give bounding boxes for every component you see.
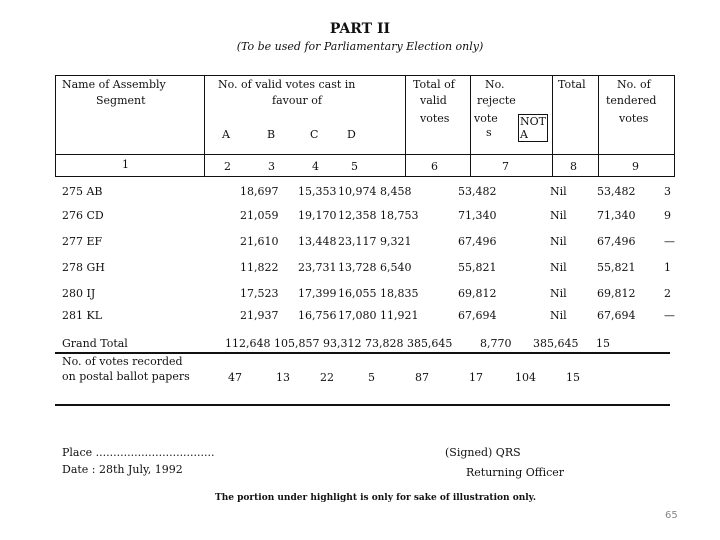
candidate-label: C: [310, 128, 319, 141]
votes-d: 18,753: [380, 209, 419, 222]
votes-a: 11,822: [240, 261, 279, 274]
column-number: 8: [570, 160, 577, 173]
header-total-valid: valid: [420, 94, 447, 107]
total-valid: 67,496: [458, 235, 497, 248]
total-votes: 67,496: [597, 235, 636, 248]
votes-d: 18,835: [380, 287, 419, 300]
votes-a: 21,610: [240, 235, 279, 248]
header-rejected: rejecte: [477, 94, 516, 107]
header-rejected: vote: [474, 112, 498, 125]
column-number: 7: [502, 160, 509, 173]
votes-a: 18,697: [240, 185, 279, 198]
column-number: 1: [122, 158, 129, 171]
postal-value: 87: [415, 371, 429, 384]
segment-name: 276 CD: [62, 209, 104, 222]
postal-value: 15: [566, 371, 580, 384]
col-divider: [204, 75, 205, 177]
column-number: 2: [224, 160, 231, 173]
page-title: PART II: [329, 21, 391, 37]
rejected-votes: Nil: [550, 287, 567, 300]
col-divider: [598, 75, 599, 177]
votes-c: 13,728: [338, 261, 377, 274]
date-field: Date : 28th July, 1992: [62, 463, 183, 476]
candidate-label: B: [267, 128, 276, 141]
grand-total-total: 385,645: [533, 337, 579, 350]
col-divider: [552, 75, 553, 177]
rejected-votes: Nil: [550, 185, 567, 198]
postal-label: No. of votes recorded: [62, 355, 183, 368]
page-subtitle: (To be used for Parliamentary Election only): [236, 40, 484, 53]
votes-a: 17,523: [240, 287, 279, 300]
votes-c: 23,117: [338, 235, 377, 248]
votes-b: 17,399: [298, 287, 337, 300]
tendered-votes: 3: [664, 185, 671, 198]
officer-title: Returning Officer: [466, 466, 565, 479]
votes-b: 23,731: [298, 261, 337, 274]
divider-line: [55, 352, 670, 354]
segment-name: 278 GH: [62, 261, 105, 274]
votes-c: 17,080: [338, 309, 377, 322]
total-votes: 69,812: [597, 287, 636, 300]
rejected-votes: Nil: [550, 235, 567, 248]
postal-label: on postal ballot papers: [62, 370, 190, 383]
place-field: Place ..................................: [62, 446, 215, 459]
header-divider: [55, 154, 675, 155]
header-total-valid: votes: [420, 112, 450, 125]
page-number: 65: [665, 510, 678, 521]
column-number: 3: [268, 160, 275, 173]
col-divider: [470, 75, 471, 177]
rejected-votes: Nil: [550, 209, 567, 222]
votes-c: 12,358: [338, 209, 377, 222]
postal-value: 13: [276, 371, 290, 384]
illustration-note: The portion under highlight is only for sake of illustration only.: [215, 493, 536, 503]
votes-a: 21,937: [240, 309, 279, 322]
votes-a: 21,059: [240, 209, 279, 222]
votes-b: 15,353: [298, 185, 337, 198]
tendered-votes: 2: [664, 287, 671, 300]
tendered-votes: 1: [664, 261, 671, 274]
divider-line: [55, 404, 670, 406]
header-segment: Name of Assembly: [62, 78, 166, 91]
votes-b: 16,756: [298, 309, 337, 322]
nota-highlight: [518, 114, 548, 142]
total-valid: 71,340: [458, 209, 497, 222]
header-segment: Segment: [96, 94, 146, 107]
column-number: 9: [632, 160, 639, 173]
total-votes: 71,340: [597, 209, 636, 222]
votes-c: 16,055: [338, 287, 377, 300]
signature: (Signed) QRS: [445, 446, 521, 459]
total-valid: 53,482: [458, 185, 497, 198]
tendered-votes: —: [664, 235, 675, 248]
total-votes: 53,482: [597, 185, 636, 198]
header-valid-votes: No. of valid votes cast in: [218, 78, 356, 91]
postal-value: 104: [515, 371, 536, 384]
votes-d: 9,321: [380, 235, 412, 248]
votes-d: 6,540: [380, 261, 412, 274]
postal-value: 5: [368, 371, 375, 384]
total-votes: 55,821: [597, 261, 636, 274]
votes-d: 11,921: [380, 309, 419, 322]
segment-name: 281 KL: [62, 309, 103, 322]
candidate-label: D: [347, 128, 356, 141]
rejected-votes: Nil: [550, 309, 567, 322]
total-valid: 55,821: [458, 261, 497, 274]
segment-name: 277 EF: [62, 235, 103, 248]
header-tendered: votes: [619, 112, 649, 125]
column-number: 4: [312, 160, 319, 173]
segment-name: 275 AB: [62, 185, 103, 198]
column-number: 5: [351, 160, 358, 173]
column-number: 6: [431, 160, 438, 173]
grand-total-values: 112,648 105,857 93,312 73,828 385,645: [225, 337, 453, 350]
nota-label: NOT: [520, 115, 546, 128]
candidate-label: A: [222, 128, 230, 141]
nota-label: A: [520, 128, 528, 141]
postal-value: 47: [228, 371, 242, 384]
col-divider: [405, 75, 406, 177]
postal-value: 22: [320, 371, 334, 384]
tendered-votes: 9: [664, 209, 671, 222]
votes-b: 19,170: [298, 209, 337, 222]
postal-value: 17: [469, 371, 483, 384]
header-valid-votes: favour of: [272, 94, 322, 107]
grand-total-label: Grand Total: [62, 337, 128, 350]
header-tendered: tendered: [606, 94, 657, 107]
total-valid: 69,812: [458, 287, 497, 300]
total-valid: 67,694: [458, 309, 497, 322]
votes-c: 10,974: [338, 185, 377, 198]
header-tendered: No. of: [617, 78, 651, 91]
header-total-valid: Total of: [413, 78, 455, 91]
votes-d: 8,458: [380, 185, 412, 198]
grand-total-nota: 8,770: [480, 337, 512, 350]
segment-name: 280 IJ: [62, 287, 96, 300]
header-rejected: s: [486, 126, 492, 139]
rejected-votes: Nil: [550, 261, 567, 274]
header-rejected: No.: [485, 78, 505, 91]
grand-total-tendered: 15: [596, 337, 610, 350]
tendered-votes: —: [664, 309, 675, 322]
votes-b: 13,448: [298, 235, 337, 248]
header-total: Total: [558, 78, 586, 91]
total-votes: 67,694: [597, 309, 636, 322]
